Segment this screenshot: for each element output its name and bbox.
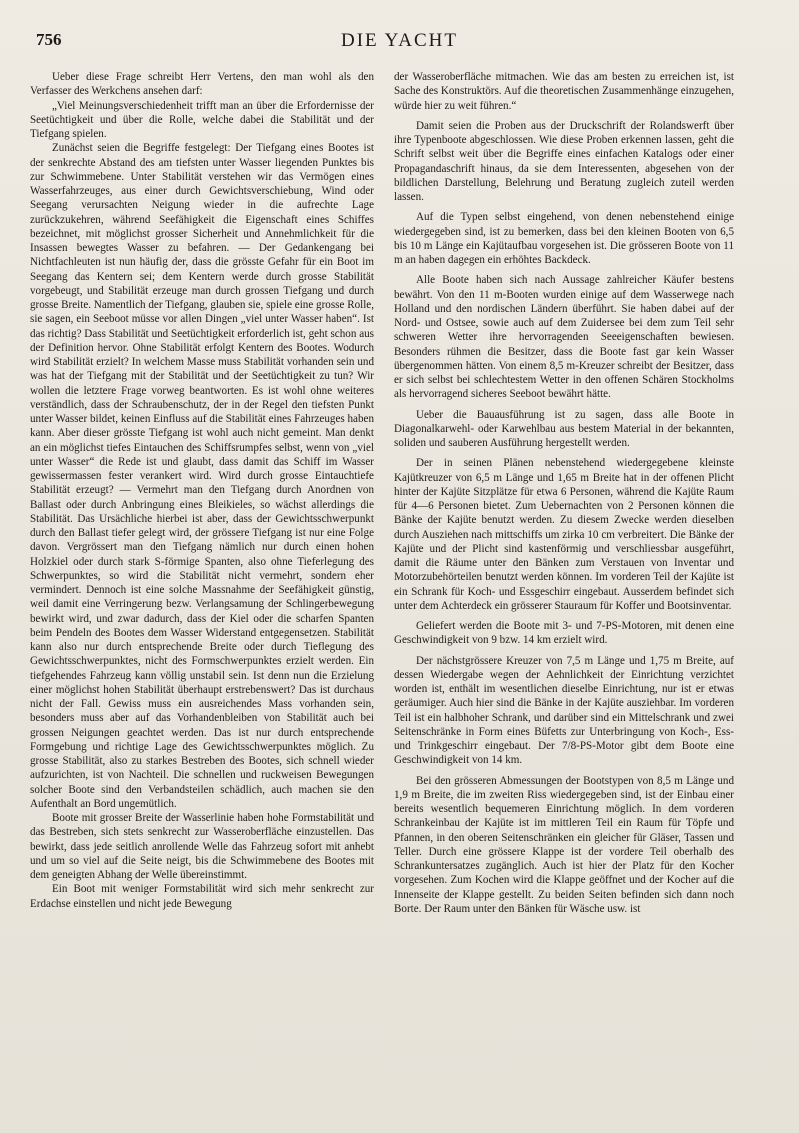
left-column (30, 70, 374, 911)
right-paragraph: Alle Boote haben sich nach Aussage zahlreicher Käufer bestens bewährt. Von den 11 m-Booten wurden einige auf dem Wasserwege nach Holland und den nordischen Ländern überführt. Sie haben dabei auf der Nord- und Ostsee, sowie auch auf dem Zuidersee bei dem zum Teil sehr schweren Wetter ihre hervorragenden Seeeigenschaften bewiesen. Besonders rühmen die Besitzer, dass die Boote fast gar kein Wasser übergenommen hätten. Von einem 8,5 m-Kreuzer schreibt der Besitzer, dass er sich selbst bei schlechtestem Wetter in den offenen Schären Stockholms als hervorragend sicheres Seeboot bewährt hätte. (394, 274, 734, 401)
left-paragraph: Boote mit grosser Breite der Wasserlinie haben hohe Formstabilität und das Bestreben, sich stets senkrecht zur Wasseroberfläche einzustellen. Das bewirkt, dass jede seitlich anrollende Welle das Fahrzeug sofort mit anhebt und um so viel auf die Seite neigt, bis die Schwimmebene des Bootes mit dem geneigten Abhang der Welle übereinstimmt. (30, 812, 374, 881)
right-paragraph: Der nächstgrössere Kreuzer von 7,5 m Länge und 1,75 m Breite, auf dessen Wiedergabe wegen der Aehnlichkeit der Einrichtung verzichtet worden ist, enthält im wesentlichen dieselbe Einrichtung, nur ist er etwas geräumiger. Auch hier sind die Bänke in der Kajüte ausziehbar. Im vorderen Teil ist ein halbhoher Schrank, und darüber sind ein Mittelschrank und zwei Seitenschränke in Form eines Büfetts zur Unterbringung von Koch-, Ess- und Trinkgeschirr eingebaut. Der 7/8-PS-Motor gibt dem Boote eine Geschwindigkeit von 14 km. (394, 654, 734, 767)
right-paragraph: Bei den grösseren Abmessungen der Bootstypen von 8,5 m Länge und 1,9 m Breite, die im zweiten Riss wiedergegeben sind, ist der Einbau einer bereits wesentlich bequemeren Einrichtung möglich. In dem vorderen Schrankeinbau der Kajüte ist im mittleren Teil ein Raum für Töpfe und Pfannen, in den oberen Seitenschränken ein gleicher für Gläser, Tassen und Teller. Durch eine grössere Klappe ist der vordere Teil oberhalb des Schrankuntersatzes zugänglich. Auch ist hier der Platz für den Kocher vorgesehen. Zum Kochen wird die Klappe geöffnet und der Kocher auf die Innenseite der Klappe gestellt. Zu beiden Seiten befinden sich dann noch Borte. Der Raum unter den Bänken für Wäsche usw. ist (394, 774, 734, 915)
page-header (36, 30, 763, 56)
right-paragraph: Damit seien die Proben aus der Druckschrift der Rolandswerft über ihre Typenboote abgeschlossen. Wie diese Proben erkennen lassen, geht die Schrift selbst weit über die Begriffe eines einfachen Katalogs oder einer Propagandaschrift hinaus, da sie dem Interessenten, abgesehen von der bildlichen Darstellung, Belehrung und Beratung zugleich zuteil werden lassen. (394, 119, 734, 203)
page-number: 756 (36, 30, 62, 49)
left-paragraph: Ein Boot mit weniger Formstabilität wird sich mehr senkrecht zur Erdachse einstellen und nicht jede Bewegung (30, 883, 374, 910)
right-paragraph: Auf die Typen selbst eingehend, von denen nebenstehend einige wiedergegeben sind, ist zu bemerken, dass bei den kleinen Booten von 6,5 bis 10 m Länge ein Kajütaufbau vorgesehen ist. Die grösseren Boote von 11 m an haben dagegen ein erhöhtes Backdeck. (394, 211, 734, 266)
left-paragraph: „Viel Meinungsverschiedenheit trifft man an über die Erfordernisse der Seetüchtigkeit und über die Rolle, welche dabei die Stabilität und der Tiefgang spielen. (30, 99, 374, 140)
right-paragraph: der Wasseroberfläche mitmachen. Wie das am besten zu erreichen ist, ist Sache des Konstruktörs. Auf die theoretischen Zusammenhänge einzugehen, würde hier zu weit führen.“ (394, 71, 734, 112)
running-head: DIE YACHT (340, 30, 459, 51)
left-paragraph: Zunächst seien die Begriffe festgelegt: Der Tiefgang eines Bootes ist der senkrechte Abstand des am tiefsten unter Wasser liegenden Punktes bis zur Schwimmebene. Unter Stabilität verstehen wir das Vermögen eines Wasserfahrzeuges, aus einer durch Gewichtsverschiebung, Wind oder Seegang verursachten Neigung wieder in die aufrechte Lage zurückzukehren, während Seefähigkeit die Eigenschaft eines Schiffes bezeichnet, mit möglichst grosser Sicherheit und Annehmlichkeit für die Insassen bewegtes Wasser zu befahren. — Der Gedankengang bei Nichtfachleuten ist nun häufig der, dass die grösste Gefahr für ein Boot im Seegang das Kentern sei; dem Kentern werde durch grosse Stabilität vorgebeugt, und Stabilität erzeuge man durch grossen Tiefgang und durch grosse Breite. Namentlich der Tiefgang, glauben sie, spiele eine grosse Rolle, sie sagen, ein Seeboot müsse vor allen Dingen „viel unter Wasser haben“. Ist das richtig? Dass Stabilität und Seetüchtigkeit erforderlich ist, geht schon aus der Definition hervor. Ohne Stabilität erfolgt Kentern des Bootes. Wodurch wird Stabilität erzielt? In welchem Masse muss Stabilität vorhanden sein und was hat der Tiefgang mit der Stabilität und der Seetüchtigkeit zu tun? Wir wollen die letztere Frage vorweg beantworten. Es ist wohl ohne weiteres verständlich, dass der Schraubenschutz, der in der Regel den tiefsten Punkt unter Wasser bildet, keinen Einfluss auf die Stabilität eines Fahrzeuges haben kann. Aber dieser grösste Tiefgang ist wohl auch nicht gemeint. Man denkt an ein möglichst tiefes Eintauchen des Schiffsrumpfes selbst, wenn von „viel unter Wasser“ die Rede ist und glaubt, dass damit das Schiff im Wasser gewissermassen fester verankert wird. Wird durch grosse Eintauchtiefe Stabilität erzeugt? — Vermehrt man den Tiefgang durch Anordnen von Ballast oder durch Anbringung eines Bleikieles, so wächst allerdings die Stabilität. Das Ursächliche hierbei ist aber, dass der Gewichtsschwerpunkt durch den Ballast tiefer gelegt wird, der grössere Tiefgang ist nur eine Folge davon. Vergrössert man den Tiefgang nämlich nur durch einen hohen Holzkiel oder durch stark S-förmige Spanten, also ohne Tieferlegung des Schwerpunktes, so wird die Stabilität nicht vermehrt, sondern eher vermindert. Dennoch ist eine solche Massnahme der Seefähigkeit günstig, weil damit eine Verringerung bezw. Verlangsamung der Schlingerbewegung bewirkt wird, und zwar dadurch, dass der Kiel oder die scharfen Spanten beim Pendeln des Bootes dem Wasser Widerstand entgegensetzen. Stabilität kann also nur durch entsprechende Breite oder durch Tieflegung des Gewichtsschwerpunktes, nicht des Formschwerpunktes erzielt werden. Ein tiefgehendes Fahrzeug kann völlig unstabil sein. Ist denn nun die Erzielung einer möglichst hohen Stabilität überhaupt erstrebenswert? Das ist durchaus nicht der Fall. Gewiss muss ein ausreichendes Mass vorhanden sein, besonders muss aber auf das Vorhandenbleiben von Stabilität auch bei grossen Neigungen geachtet werden. Das ist nur durch entsprechende Formgebung und richtige Lage des Gewichtsschwerpunktes möglich. Zu grosse Stabilität, also zu starkes Bestreben des Bootes, sich schnell wieder aufzurichten, ist von Nachteil. Die schnellen und ruckweisen Bewegungen solcher Boote sind den Verbandsteilen schädlich, auch machen sie den Aufenthalt an Bord ungemütlich. (30, 142, 374, 810)
right-paragraph: Der in seinen Plänen nebenstehend wiedergegebene kleinste Kajütkreuzer von 6,5 m Länge und 1,65 m Breite hat in der offenen Plicht hinter der Kajüte Sitzplätze für etwa 6 Personen, während die Kajüte Raum für 4—6 Personen bietet. Zum Uebernachten von 2 Personen können die Bänke der Kajüte benutzt werden. Zu diesem Zwecke werden dieselben durch Ausziehen nach mittschiffs um zirka 10 cm verbreitert. Die Bänke der Kajüte und der Plicht sind kastenförmig und verschliessbar ausgeführt, damit die Räume unter den Bänken zum Verstauen von Inventar und Motorzubehörteilen benutzt werden können. Im vorderen Teil der Kajüte ist ein Schrank für Koch- und Essgeschirr eingebaut. Ausserdem befindet sich unter dem Achterdeck ein grösserer Stauraum für Koffer und Bootsinventar. (394, 457, 734, 612)
right-paragraph: Geliefert werden die Boote mit 3- und 7-PS-Motoren, mit denen eine Geschwindigkeit von 9 bzw. 14 km erzielt wird. (394, 620, 734, 647)
right-column (394, 70, 734, 922)
right-paragraph: Ueber die Bauausführung ist zu sagen, dass alle Boote in Diagonalkarwehl- oder Karwehlbau aus bestem Material in der bekannten, soliden und sauberen Ausführung hergestellt werden. (394, 408, 734, 449)
left-paragraph: Ueber diese Frage schreibt Herr Vertens, den man wohl als den Verfasser des Werkchens ansehen darf: (30, 71, 374, 98)
